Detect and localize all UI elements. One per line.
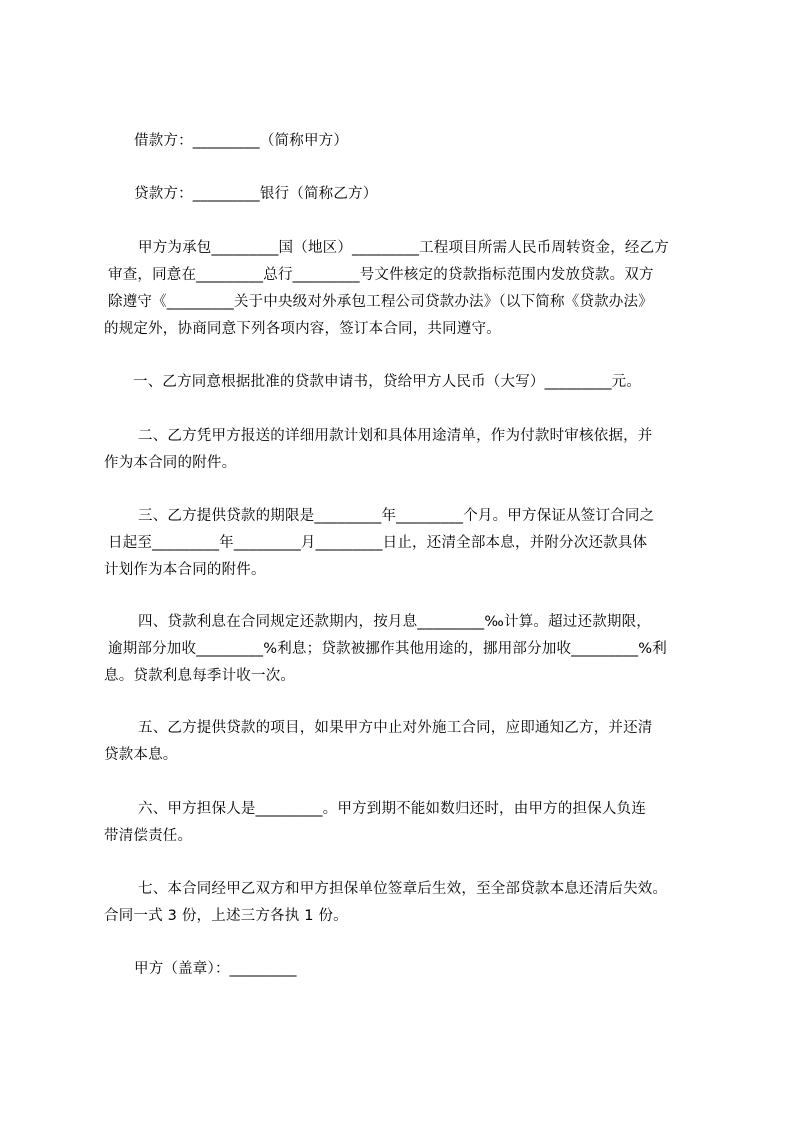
clause2-line-1: 二、乙方凭甲方报送的详细用款计划和具体用途清单，作为付款时审核依据，并 (138, 428, 653, 444)
clause6-line-1: 六、甲方担保人是_________。甲方到期不能如数归还时，由甲方的担保人负连 (138, 801, 647, 817)
clause5-line-1: 五、乙方提供贷款的项目，如果甲方中止对外施工合同，应即通知乙方，并还清 (138, 720, 653, 736)
intro-line-3: 除遵守《_________关于中央级对外承包工程公司贷款办法》（以下简称《贷款办法》 (108, 294, 653, 310)
clause3-line-2: 日起至_________年_________月_________日止，还清全部本息，并附分次还款具体 (108, 535, 648, 551)
clause2-line-2: 作为本合同的附件。 (104, 455, 237, 471)
clause7-line-1: 七、本合同经甲乙双方和甲方担保单位签章后生效，至全部贷款本息还清后失效。 (138, 881, 668, 897)
clause6-line-2: 带清偿责任。 (104, 828, 193, 844)
lender-line: 贷款方：_________银行（简称乙方） (134, 186, 378, 202)
signature-line: 甲方（盖章）：_________ (134, 961, 297, 977)
clause3-line-3: 计划作为本合同的附件。 (104, 562, 266, 578)
clause4-line-2: 逾期部分加收_________%利息；贷款被挪作其他用途的，挪用部分加收_________%利 (108, 641, 667, 657)
clause5-line-2: 贷款本息。 (104, 747, 178, 763)
intro-line-4: 的规定外，协商同意下列各项内容，签订本合同，共同遵守。 (104, 321, 501, 337)
clause4-line-3: 息。贷款利息每季计收一次。 (104, 668, 296, 684)
intro-line-1: 甲方为承包_________国（地区）_________工程项目所需人民币周转资金，经乙方 (138, 240, 669, 256)
clause3-line-1: 三、乙方提供贷款的期限是_________年_________个月。甲方保证从签订合同之 (138, 508, 655, 524)
clause1-line-1: 一、乙方同意根据批准的贷款申请书，贷给甲方人民币（大写）_________元。 (133, 374, 642, 390)
borrower-line: 借款方：_________（简称甲方） (134, 133, 349, 149)
intro-line-2: 审查，同意在_________总行_________号文件核定的贷款指标范围内发放贷款。双方 (108, 267, 654, 283)
clause4-line-1: 四、贷款利息在合同规定还款期内，按月息_________‰计算。超过还款期限， (138, 614, 652, 630)
clause7-line-2: 合同一式 3 份，上述三方各执 1 份。 (104, 908, 348, 924)
